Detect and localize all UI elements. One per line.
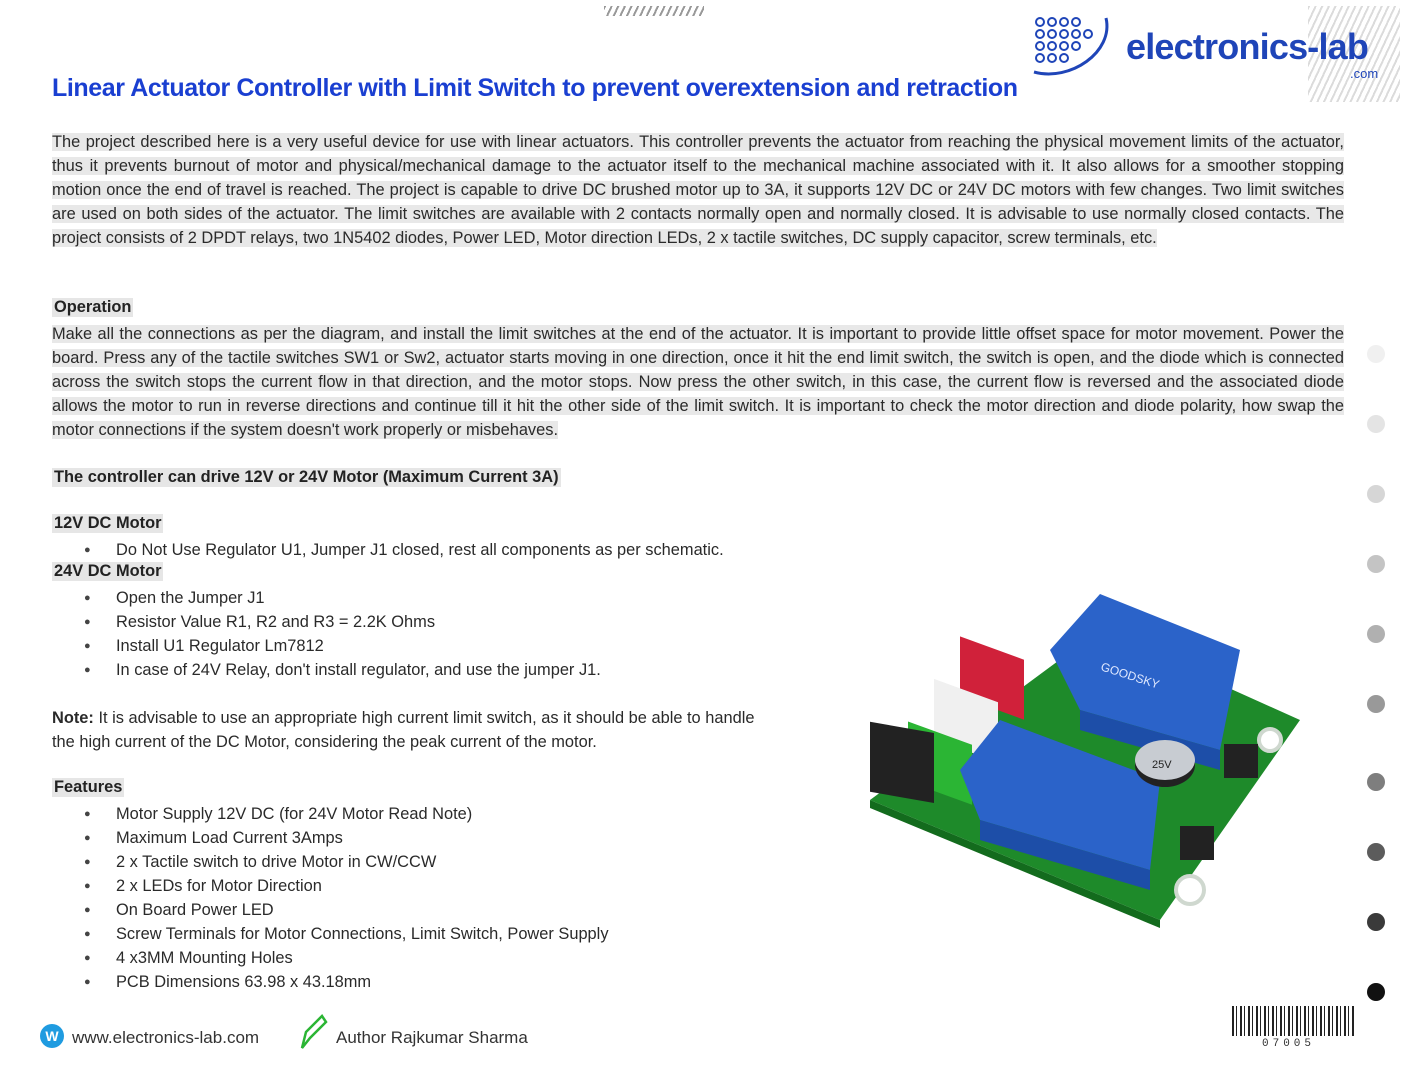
list-item: ● 2 x Tactile switch to drive Motor in CW/CCW xyxy=(82,850,609,874)
operation-paragraph xyxy=(52,322,1344,442)
header-hatch xyxy=(604,6,704,16)
decor-dot xyxy=(1367,345,1385,363)
pcb-board-image xyxy=(860,590,1310,930)
relay-brand: GOODSKY xyxy=(1099,659,1162,692)
barcode xyxy=(1232,1006,1356,1036)
list-item: ● Do Not Use Regulator U1, Jumper J1 closed, rest all components as per schematic. xyxy=(82,538,724,562)
decor-dot xyxy=(1367,625,1385,643)
list-item: ● Resistor Value R1, R2 and R3 = 2.2K Ohms xyxy=(82,610,601,634)
barcode-number: 07005 xyxy=(1262,1038,1316,1050)
intro-text: The project described here is a very useful device for use with linear actuators. This controller prevents the actuator from reaching the physical movement limits of the actuator, thus it prevents burnout of motor and physical/mechanical damage to the actuator itself to the mechanical machine associated with it. It also allows for a smoother stopping motion once the end of travel is reached. The project is capable to drive DC brushed motor up to 3A, it supports 12V DC or 24V DC motors with few changes. Two limit switches are used on both sides of the actuator. The limit switches are available with 2 contacts normally open and normally closed. It is advisable to use normally closed contacts. The project consists of 2 DPDT relays, two 1N5402 diodes, Power LED, Motor direction LEDs, 2 x tactile switches, DC supply capacitor, screw terminals, etc. xyxy=(52,133,1344,247)
motor12-heading: 12V DC Motor xyxy=(54,514,162,532)
motor24-heading: 24V DC Motor xyxy=(54,562,162,580)
intro-paragraph xyxy=(52,130,1344,250)
decor-dot xyxy=(1367,555,1385,573)
list-item: ● 4 x3MM Mounting Holes xyxy=(82,946,609,970)
list-item: ● Maximum Load Current 3Amps xyxy=(82,826,609,850)
list-item: ● PCB Dimensions 63.98 x 43.18mm xyxy=(82,970,609,994)
list-item: ● Install U1 Regulator Lm7812 xyxy=(82,634,601,658)
list-item: ● Open the Jumper J1 xyxy=(82,586,601,610)
brand-name: electronics-lab xyxy=(1126,26,1369,67)
footer-author: Author Rajkumar Sharma xyxy=(336,1028,528,1047)
decor-dot xyxy=(1367,773,1385,791)
list-item: ● Screw Terminals for Motor Connections, Limit Switch, Power Supply xyxy=(82,922,609,946)
web-icon: W xyxy=(40,1024,64,1048)
motor24-list xyxy=(82,586,601,682)
note-text: It is advisable to use an appropriate high current limit switch, as it should be able to handle the high current of the DC Motor, considering the peak current of the motor. xyxy=(52,709,755,751)
list-item: ● In case of 24V Relay, don't install regulator, and use the jumper J1. xyxy=(82,658,601,682)
features-list xyxy=(82,802,609,994)
motor12-list xyxy=(82,538,724,562)
page-title: Linear Actuator Controller with Limit Switch to prevent overextension and retraction xyxy=(52,74,1018,102)
decor-dot xyxy=(1367,843,1385,861)
operation-text: Make all the connections as per the diagram, and install the limit switches at the end of the actuator. It is important to provide little offset space for motor movement. Power the board. Press any of the tactile switches SW1 or Sw2, actuator starts moving in one direction, once it hit the end limit switch, the switch is open, and the diode which is connected across the switch stops the current flow in that direction, and the motor stops. Now press the other switch, in this case, the current flow is reversed and the associated diode allows the motor to run in reverse directions and continue till it hit the other side of the limit switch. It is important to check the motor direction and diode polarity, how swap the motor connections if the system doesn't work properly or misbehaves. xyxy=(52,325,1344,439)
note-paragraph xyxy=(52,706,772,754)
brand-suffix: .com xyxy=(1350,66,1379,81)
list-item: ● 2 x LEDs for Motor Direction xyxy=(82,874,609,898)
features-heading: Features xyxy=(54,778,123,796)
decor-dot xyxy=(1367,913,1385,931)
logo-mark-icon xyxy=(1030,12,1114,78)
pen-icon xyxy=(298,1012,328,1052)
list-item: ● On Board Power LED xyxy=(82,898,609,922)
list-item: ● Motor Supply 12V DC (for 24V Motor Read Note) xyxy=(82,802,609,826)
decor-dot xyxy=(1367,485,1385,503)
footer-website-link[interactable]: www.electronics-lab.com xyxy=(72,1028,260,1047)
cap-label: 25V xyxy=(1152,759,1172,771)
decor-dot xyxy=(1367,983,1385,1001)
decor-dot xyxy=(1367,695,1385,713)
controller-heading: The controller can drive 12V or 24V Motor (Maximum Current 3A) xyxy=(54,468,559,486)
decor-dot xyxy=(1367,415,1385,433)
operation-heading: Operation xyxy=(54,298,132,316)
note-label: Note: xyxy=(52,709,94,727)
